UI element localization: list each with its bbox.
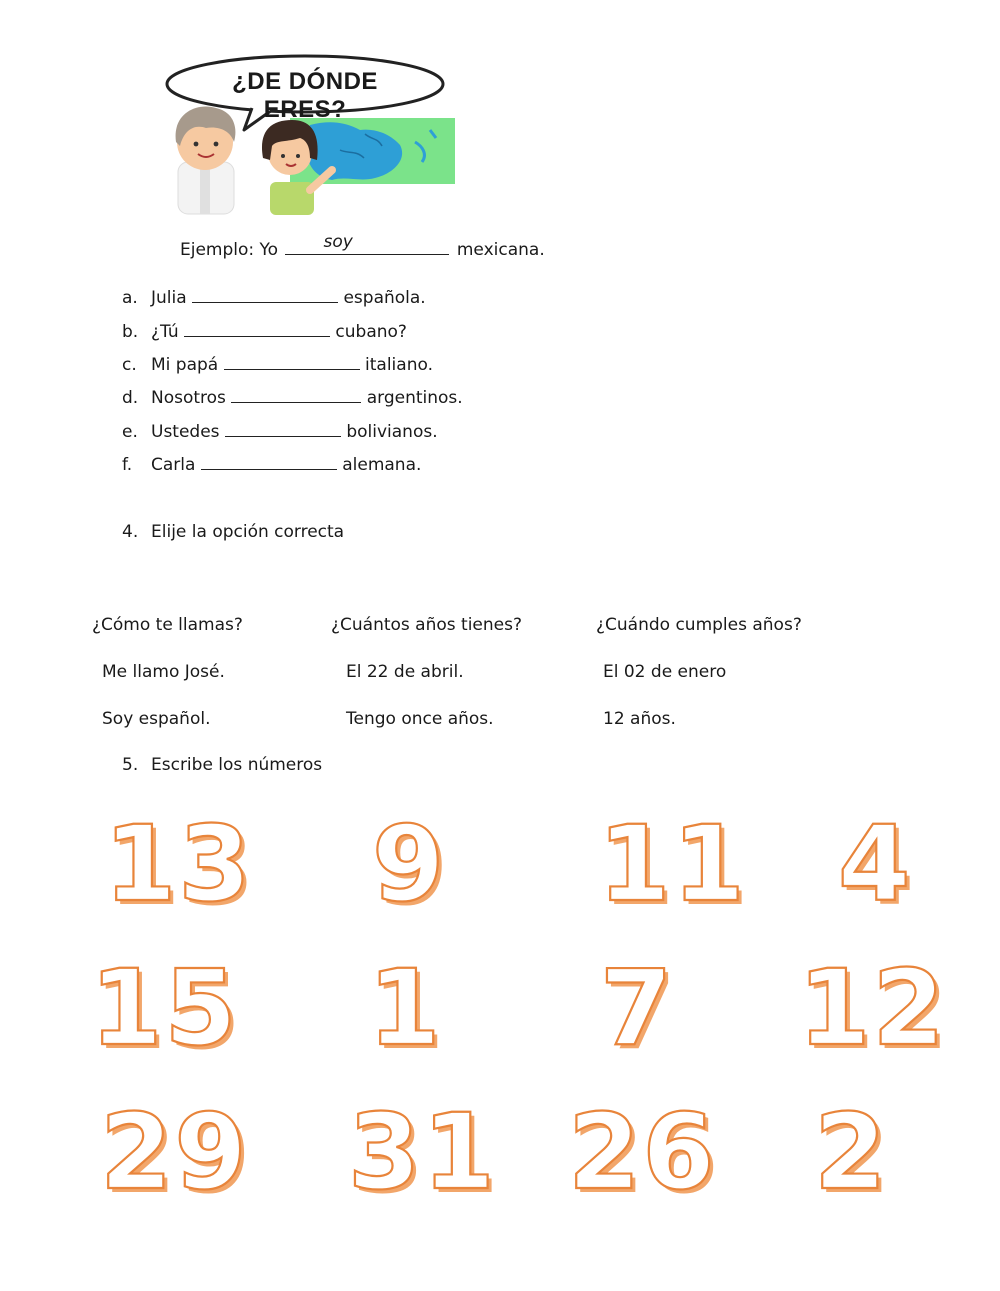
option-1b[interactable]: Soy español. xyxy=(102,709,211,729)
question-1: ¿Cómo te llamas? xyxy=(92,615,243,635)
item-letter: e. xyxy=(122,422,138,442)
number-7: 7 xyxy=(600,947,675,1069)
item-subject: Ustedes xyxy=(151,422,220,442)
item-letter: d. xyxy=(122,388,139,408)
example-blank xyxy=(285,232,449,255)
number-15: 15 xyxy=(90,947,239,1069)
item-subject: Nosotros xyxy=(151,388,226,408)
option-3a[interactable]: El 02 de enero xyxy=(603,662,727,682)
answer-blank-e[interactable] xyxy=(225,422,341,437)
answer-blank-a[interactable] xyxy=(192,288,338,303)
section-4-heading xyxy=(122,522,344,542)
section-number: 5. xyxy=(122,755,139,775)
exercise-item-c xyxy=(122,355,433,375)
answer-blank-f[interactable] xyxy=(201,455,337,470)
number-11: 11 xyxy=(598,803,747,925)
exercise-item-e xyxy=(122,422,438,442)
option-1a[interactable]: Me llamo José. xyxy=(102,662,225,682)
answer-blank-b[interactable] xyxy=(184,322,330,337)
question-3: ¿Cuándo cumples años? xyxy=(596,615,802,635)
option-2a[interactable]: El 22 de abril. xyxy=(346,662,464,682)
item-letter: a. xyxy=(122,288,138,308)
item-ending: argentinos. xyxy=(366,388,463,408)
example-line xyxy=(180,232,545,260)
number-9: 9 xyxy=(372,803,447,925)
example-prefix: Ejemplo: Yo xyxy=(180,240,279,260)
item-subject: Carla xyxy=(151,455,196,475)
number-29: 29 xyxy=(100,1091,249,1213)
speech-bubble-text: ¿DE DÓNDE ERES? xyxy=(232,68,378,123)
number-26: 26 xyxy=(568,1091,717,1213)
item-subject: Julia xyxy=(151,288,187,308)
number-31: 31 xyxy=(348,1091,497,1213)
item-letter: f. xyxy=(122,455,133,475)
exercise-item-f xyxy=(122,455,421,475)
section-title: Elije la opción correcta xyxy=(151,522,345,542)
item-letter: c. xyxy=(122,355,137,375)
option-2b[interactable]: Tengo once años. xyxy=(346,709,494,729)
option-3b[interactable]: 12 años. xyxy=(603,709,676,729)
number-1: 1 xyxy=(368,947,443,1069)
number-4: 4 xyxy=(838,803,913,925)
item-ending: alemana. xyxy=(342,455,422,475)
number-12: 12 xyxy=(798,947,947,1069)
example-suffix: mexicana. xyxy=(456,240,545,260)
item-subject: ¿Tú xyxy=(151,322,179,342)
question-2: ¿Cuántos años tienes? xyxy=(331,615,523,635)
header-illustration xyxy=(160,50,460,215)
item-ending: bolivianos. xyxy=(346,422,438,442)
section-title: Escribe los números xyxy=(151,755,323,775)
exercise-item-a xyxy=(122,288,426,308)
item-ending: italiano. xyxy=(365,355,433,375)
item-ending: cubano? xyxy=(335,322,407,342)
answer-blank-c[interactable] xyxy=(224,355,360,370)
exercise-item-d xyxy=(122,388,463,408)
item-subject: Mi papá xyxy=(151,355,219,375)
example-answer: soy xyxy=(323,232,353,252)
exercise-item-b xyxy=(122,322,407,342)
section-5-heading xyxy=(122,755,322,775)
answer-blank-d[interactable] xyxy=(231,388,361,403)
number-13: 13 xyxy=(104,803,253,925)
item-ending: española. xyxy=(343,288,426,308)
number-2: 2 xyxy=(814,1091,889,1213)
section-number: 4. xyxy=(122,522,139,542)
item-letter: b. xyxy=(122,322,139,342)
